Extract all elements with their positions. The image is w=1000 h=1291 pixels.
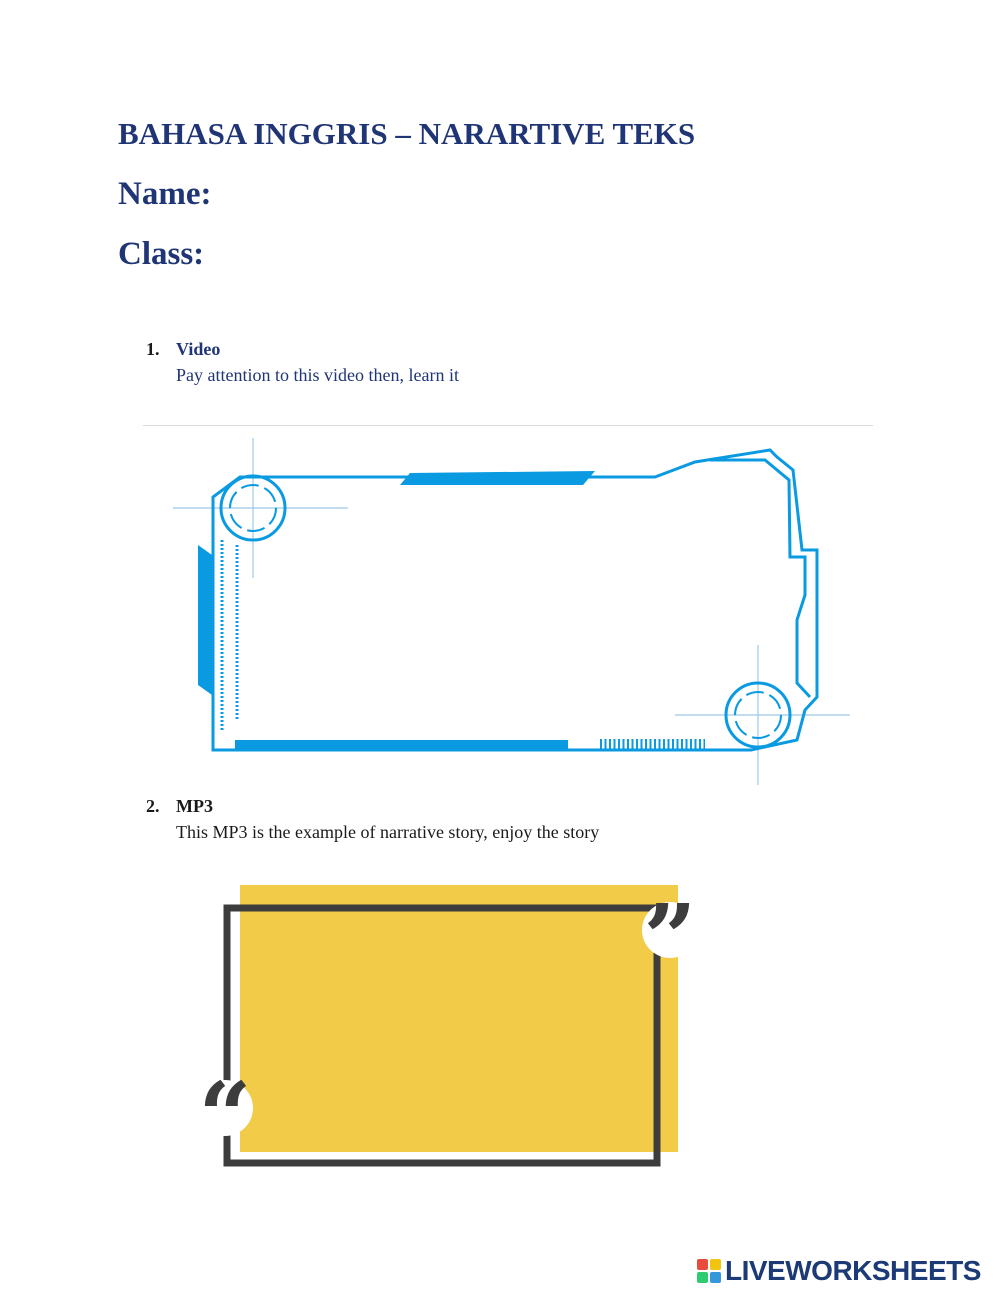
brand-logo-icon (697, 1259, 721, 1283)
section-number: 1. (146, 339, 160, 359)
audio-fill-box (240, 885, 678, 1152)
section-number: 2. (146, 796, 160, 816)
section-title-mp3: MP3 (176, 796, 213, 816)
worksheet-title: BAHASA INGGRIS – NARARTIVE TEKS (118, 116, 696, 151)
name-label: Name: (118, 176, 212, 212)
liveworksheets-logo[interactable] (697, 1255, 981, 1287)
divider (143, 425, 873, 426)
audio-frame[interactable] (195, 880, 715, 1180)
opening-quote-icon (197, 1062, 253, 1170)
svg-text:”: ” (643, 884, 697, 992)
closing-quote-icon (642, 884, 698, 992)
section-description-video: Pay attention to this video then, learn it (176, 365, 459, 385)
section-title-video: Video (176, 339, 221, 359)
video-frame[interactable] (165, 435, 855, 790)
class-label: Class: (118, 236, 205, 272)
section-description-mp3: This MP3 is the example of narrative story, enjoy the story (176, 822, 600, 842)
brand-text: LIVEWORKSHEETS (725, 1255, 981, 1286)
svg-text:“: “ (198, 1062, 252, 1170)
